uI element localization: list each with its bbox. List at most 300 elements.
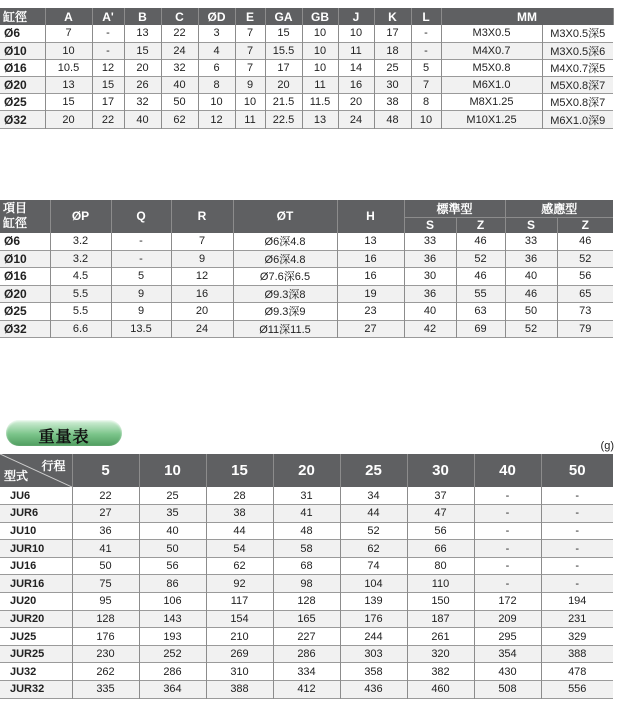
table-cell: 26	[124, 77, 161, 94]
row-label: JU25	[0, 628, 72, 646]
row-label: JU20	[0, 593, 72, 611]
table-cell: 36	[72, 522, 139, 540]
table-cell: 320	[407, 645, 474, 663]
table-cell: 19	[337, 285, 404, 303]
table-cell: 25	[139, 487, 206, 505]
table-cell: 48	[374, 111, 411, 128]
corner-label	[0, 454, 72, 487]
row-label: JU10	[0, 522, 72, 540]
table-cell: 23	[337, 303, 404, 321]
table-cell: 20	[338, 94, 374, 111]
table-cell: 95	[72, 593, 139, 611]
table-cell: 187	[407, 610, 474, 628]
sensor-table	[0, 200, 613, 338]
table-row	[0, 681, 613, 699]
col-header: J	[338, 8, 374, 25]
table-cell: 12	[171, 268, 233, 286]
table-cell: 52	[505, 320, 557, 338]
table-cell: 12	[198, 111, 235, 128]
table-cell: 24	[338, 111, 374, 128]
table-cell: M5X0.8深7	[550, 97, 606, 110]
table-cell: 30	[374, 77, 411, 94]
table-cell: 13	[124, 25, 161, 42]
col-header: C	[161, 8, 198, 25]
table-cell: 556	[541, 681, 613, 699]
weight-header-row	[0, 454, 613, 487]
table-cell: 44	[340, 505, 407, 523]
table-cell: M3X0.5深5	[550, 28, 606, 41]
table-cell: M6X1.0	[441, 77, 542, 94]
table-row	[0, 645, 613, 663]
row-label: Ø20	[0, 77, 45, 94]
table-cell: 104	[340, 575, 407, 593]
table-cell: -	[541, 505, 613, 523]
table-cell: 14	[338, 59, 374, 76]
row-label: Ø16	[0, 268, 50, 286]
table-cell: 86	[139, 575, 206, 593]
table-cell: 13	[337, 233, 404, 251]
table-cell: 10	[45, 42, 92, 59]
col-header: 25	[340, 454, 407, 487]
table-row	[0, 303, 613, 321]
table-cell: 231	[541, 610, 613, 628]
table-cell: 7	[235, 42, 265, 59]
table-cell: M4X0.7	[441, 42, 542, 59]
table-cell: 4	[198, 42, 235, 59]
table-cell: 3.2	[50, 233, 111, 251]
table-cell: M10X1.25	[441, 111, 542, 128]
table-cell: M3X0.5深6	[542, 42, 613, 59]
table-cell: M4X0.7深5	[550, 62, 606, 75]
table-cell: 230	[72, 645, 139, 663]
table-cell: 10	[235, 94, 265, 111]
table-row	[0, 25, 613, 42]
table-cell: 33	[505, 233, 557, 251]
table-cell: 5.5	[50, 285, 111, 303]
table-cell: -	[541, 540, 613, 558]
table-cell: 286	[273, 645, 340, 663]
table-cell: 54	[206, 540, 273, 558]
table-cell: 46	[456, 233, 505, 251]
table-cell: 20	[124, 59, 161, 76]
weight-title: 重量表	[38, 429, 90, 446]
weight-unit: (g)	[600, 440, 614, 452]
col-header: L	[411, 8, 441, 25]
table-cell: 18	[374, 42, 411, 59]
sub-header-s: S	[505, 218, 557, 233]
table-cell: 50	[505, 303, 557, 321]
group-header-sensor: 感應型	[505, 200, 613, 218]
table-cell: 106	[139, 593, 206, 611]
table-row	[0, 320, 613, 338]
table-cell: 460	[407, 681, 474, 699]
table-cell: 262	[72, 663, 139, 681]
table-row	[0, 233, 613, 251]
table-cell: 165	[273, 610, 340, 628]
table-cell: 40	[124, 111, 161, 128]
table-cell: 5.5	[50, 303, 111, 321]
table-cell: 5	[411, 59, 441, 76]
col-header: 30	[407, 454, 474, 487]
table-cell: 10	[302, 25, 338, 42]
table-row	[0, 522, 613, 540]
table-cell: 7	[235, 59, 265, 76]
corner-top-label: 項目	[3, 201, 28, 216]
table-cell: 36	[404, 285, 456, 303]
table-cell: 128	[273, 593, 340, 611]
table-cell: 16	[171, 285, 233, 303]
table-cell: 36	[404, 250, 456, 268]
table-cell: 154	[206, 610, 273, 628]
table-cell: 34	[340, 487, 407, 505]
table-cell: 80	[407, 557, 474, 575]
table-cell: 252	[139, 645, 206, 663]
row-label: Ø20	[0, 285, 50, 303]
table-cell: 7	[171, 233, 233, 251]
col-header: ØP	[50, 200, 111, 233]
table-cell: 20	[171, 303, 233, 321]
table-cell: 73	[579, 305, 592, 318]
table-cell: 6.6	[50, 320, 111, 338]
row-label: JU16	[0, 557, 72, 575]
table-cell: 430	[474, 663, 541, 681]
col-header: A	[45, 8, 92, 25]
table-cell: 38	[206, 505, 273, 523]
table-cell: 62	[161, 111, 198, 128]
table-cell: 11	[235, 111, 265, 128]
table-cell: 9	[111, 285, 171, 303]
table-cell: 27	[72, 505, 139, 523]
col-header: GB	[302, 8, 338, 25]
table-cell: 286	[139, 663, 206, 681]
group-header-standard: 標準型	[404, 200, 505, 218]
table-cell: 10	[338, 25, 374, 42]
table-row	[0, 250, 613, 268]
corner-top-label: 行程	[41, 459, 66, 473]
table-cell: 150	[407, 593, 474, 611]
table-cell: 209	[474, 610, 541, 628]
table-cell: 8	[411, 94, 441, 111]
table-cell: 38	[374, 94, 411, 111]
table-cell: -	[575, 560, 580, 573]
table-cell: 27	[337, 320, 404, 338]
table-cell: 172	[474, 593, 541, 611]
table-cell: -	[474, 505, 541, 523]
row-label: JUR10	[0, 540, 72, 558]
table-cell: 210	[206, 628, 273, 646]
table-cell: 382	[407, 663, 474, 681]
table-cell: 58	[273, 540, 340, 558]
table-cell: 412	[273, 681, 340, 699]
row-label: Ø6	[0, 233, 50, 251]
table-cell: 310	[206, 663, 273, 681]
table-cell: Ø9.3深9	[233, 303, 337, 321]
table-cell: 33	[404, 233, 456, 251]
sub-header-z: Z	[456, 218, 505, 233]
table-row	[0, 77, 613, 94]
row-label: JUR6	[0, 505, 72, 523]
table-cell: -	[411, 25, 441, 42]
table-row	[0, 42, 613, 59]
table-cell: M6X1.0深9	[542, 111, 613, 128]
table-cell: 92	[206, 575, 273, 593]
table-cell: -	[111, 250, 171, 268]
table-cell: 55	[456, 285, 505, 303]
table-cell: 48	[273, 522, 340, 540]
table-cell: -	[575, 524, 580, 537]
table-cell: 24	[161, 42, 198, 59]
table-cell: 22	[72, 487, 139, 505]
table-cell: 3	[198, 25, 235, 42]
sensor-header-row-1	[0, 200, 613, 218]
table-cell: 52	[456, 250, 505, 268]
row-label: JUR32	[0, 681, 72, 699]
table-cell: -	[411, 42, 441, 59]
table-cell: 334	[273, 663, 340, 681]
table-cell: -	[575, 489, 580, 502]
table-cell: 66	[407, 540, 474, 558]
table-row	[0, 505, 613, 523]
table-row	[0, 663, 613, 681]
dimension-header-row	[0, 8, 613, 25]
table-cell: 32	[124, 94, 161, 111]
table-cell: 303	[340, 645, 407, 663]
corner-label: 缸徑	[0, 8, 45, 25]
table-cell: 41	[72, 540, 139, 558]
row-label: Ø32	[0, 320, 50, 338]
row-label: JUR16	[0, 575, 72, 593]
col-header: GA	[265, 8, 302, 25]
table-cell: 9	[171, 250, 233, 268]
corner-bottom-label: 缸徑	[3, 216, 28, 231]
table-cell: 69	[456, 320, 505, 338]
dimension-table	[0, 8, 613, 129]
row-label: Ø25	[0, 94, 45, 111]
col-header: A'	[92, 8, 124, 25]
row-label: Ø16	[0, 59, 45, 76]
table-cell: 16	[337, 268, 404, 286]
table-cell: -	[474, 557, 541, 575]
table-cell: 28	[206, 487, 273, 505]
table-cell: 176	[72, 628, 139, 646]
col-header: R	[171, 200, 233, 233]
row-label: JUR25	[0, 645, 72, 663]
table-cell: 37	[407, 487, 474, 505]
table-cell: 30	[404, 268, 456, 286]
table-cell: Ø6深4.8	[233, 250, 337, 268]
col-header: 15	[206, 454, 273, 487]
row-label: Ø6	[0, 25, 45, 42]
table-cell: 21.5	[265, 94, 302, 111]
table-cell: 388	[541, 645, 613, 663]
col-header: ØD	[198, 8, 235, 25]
table-row	[0, 111, 613, 128]
table-cell: 15.5	[265, 42, 302, 59]
dimension-body	[0, 25, 613, 128]
table-cell: -	[474, 522, 541, 540]
table-cell: 22	[92, 111, 124, 128]
table-cell: 10	[302, 42, 338, 59]
table-row	[0, 575, 613, 593]
sensor-body	[0, 233, 613, 338]
col-header: 5	[72, 454, 139, 487]
table-cell: 13	[302, 111, 338, 128]
col-header: B	[124, 8, 161, 25]
table-cell: 269	[206, 645, 273, 663]
table-cell: 11	[338, 42, 374, 59]
table-cell: Ø11深11.5	[233, 320, 337, 338]
table-cell: 117	[206, 593, 273, 611]
table-cell: 16	[337, 250, 404, 268]
table-cell: 358	[340, 663, 407, 681]
table-cell: M3X0.5	[441, 25, 542, 42]
table-cell: 52	[340, 522, 407, 540]
sub-header-s: S	[404, 218, 456, 233]
table-cell: 176	[340, 610, 407, 628]
table-row	[0, 540, 613, 558]
table-cell: 17	[374, 25, 411, 42]
table-row	[0, 593, 613, 611]
table-cell: 68	[273, 557, 340, 575]
table-cell: -	[474, 540, 541, 558]
table-cell: 36	[505, 250, 557, 268]
row-label: JU32	[0, 663, 72, 681]
table-cell: Ø9.3深8	[233, 285, 337, 303]
table-cell: -	[92, 42, 124, 59]
table-cell: 31	[273, 487, 340, 505]
table-row	[0, 557, 613, 575]
table-cell: 47	[407, 505, 474, 523]
weight-table	[0, 454, 613, 699]
table-cell: 11	[302, 77, 338, 94]
table-cell: -	[92, 25, 124, 42]
table-cell: 62	[340, 540, 407, 558]
table-cell: 4.5	[50, 268, 111, 286]
table-cell: 10	[411, 111, 441, 128]
table-cell: 46	[456, 268, 505, 286]
table-cell: 15	[124, 42, 161, 59]
table-row	[0, 268, 613, 286]
table-cell: 63	[456, 303, 505, 321]
table-cell: 11.5	[302, 94, 338, 111]
table-cell: Ø7.6深6.5	[233, 268, 337, 286]
table-cell: 12	[92, 59, 124, 76]
table-cell: 128	[72, 610, 139, 628]
table-cell: 16	[338, 77, 374, 94]
table-cell: Ø6深4.8	[233, 233, 337, 251]
table-cell: 227	[273, 628, 340, 646]
table-cell: 17	[265, 59, 302, 76]
row-label: JUR20	[0, 610, 72, 628]
table-cell: 5	[111, 268, 171, 286]
table-cell: 139	[340, 593, 407, 611]
table-cell: -	[541, 575, 613, 593]
table-cell: 50	[161, 94, 198, 111]
weight-title-badge	[6, 420, 122, 446]
col-header: 50	[541, 454, 613, 487]
table-cell: 15	[265, 25, 302, 42]
table-cell: 25	[374, 59, 411, 76]
table-cell: 35	[139, 505, 206, 523]
col-header: E	[235, 8, 265, 25]
table-cell: 295	[474, 628, 541, 646]
table-cell: -	[111, 233, 171, 251]
table-cell: 8	[198, 77, 235, 94]
table-cell: M5X0.8	[441, 59, 542, 76]
table-cell: 354	[474, 645, 541, 663]
table-cell: 42	[404, 320, 456, 338]
table-cell: 22.5	[265, 111, 302, 128]
table-cell: -	[474, 487, 541, 505]
row-label: Ø10	[0, 42, 45, 59]
table-cell: 79	[557, 320, 613, 338]
table-cell: 52	[557, 250, 613, 268]
table-cell: 50	[72, 557, 139, 575]
table-cell: 10	[198, 94, 235, 111]
table-cell: 436	[340, 681, 407, 699]
table-cell: 15	[45, 94, 92, 111]
table-cell: 62	[206, 557, 273, 575]
table-cell: 110	[407, 575, 474, 593]
table-cell: 335	[72, 681, 139, 699]
table-cell: 9	[235, 77, 265, 94]
table-cell: 40	[404, 303, 456, 321]
table-cell: 17	[92, 94, 124, 111]
table-cell: 508	[474, 681, 541, 699]
table-row	[0, 59, 613, 76]
table-cell: 194	[568, 595, 587, 608]
table-cell: 478	[568, 665, 587, 678]
table-cell: 56	[139, 557, 206, 575]
table-cell: 41	[273, 505, 340, 523]
row-label: JU6	[0, 487, 72, 505]
table-cell: 44	[206, 522, 273, 540]
table-cell: 13	[45, 77, 92, 94]
row-label: Ø10	[0, 250, 50, 268]
table-cell: 9	[111, 303, 171, 321]
table-cell: 50	[139, 540, 206, 558]
table-cell: 32	[161, 59, 198, 76]
weight-body	[0, 487, 613, 698]
table-cell: 20	[265, 77, 302, 94]
table-cell: 193	[139, 628, 206, 646]
table-row	[0, 285, 613, 303]
table-cell: 388	[206, 681, 273, 699]
table-cell: 75	[72, 575, 139, 593]
corner-label	[0, 200, 50, 233]
table-row	[0, 487, 613, 505]
table-cell: 40	[505, 268, 557, 286]
table-cell: 7	[411, 77, 441, 94]
table-cell: 7	[235, 25, 265, 42]
table-cell: 46	[579, 235, 592, 247]
table-cell: 15	[92, 77, 124, 94]
table-cell: 3.2	[50, 250, 111, 268]
table-row	[0, 628, 613, 646]
table-row	[0, 94, 613, 111]
col-header: 10	[139, 454, 206, 487]
table-cell: 40	[161, 77, 198, 94]
table-cell: 10	[302, 59, 338, 76]
table-cell: 13.5	[111, 320, 171, 338]
table-cell: 329	[568, 630, 587, 643]
col-header: K	[374, 8, 411, 25]
col-header: Q	[111, 200, 171, 233]
table-cell: M5X0.8深7	[542, 77, 613, 94]
table-cell: 10.5	[45, 59, 92, 76]
col-header: ØT	[233, 200, 337, 233]
table-row	[0, 610, 613, 628]
